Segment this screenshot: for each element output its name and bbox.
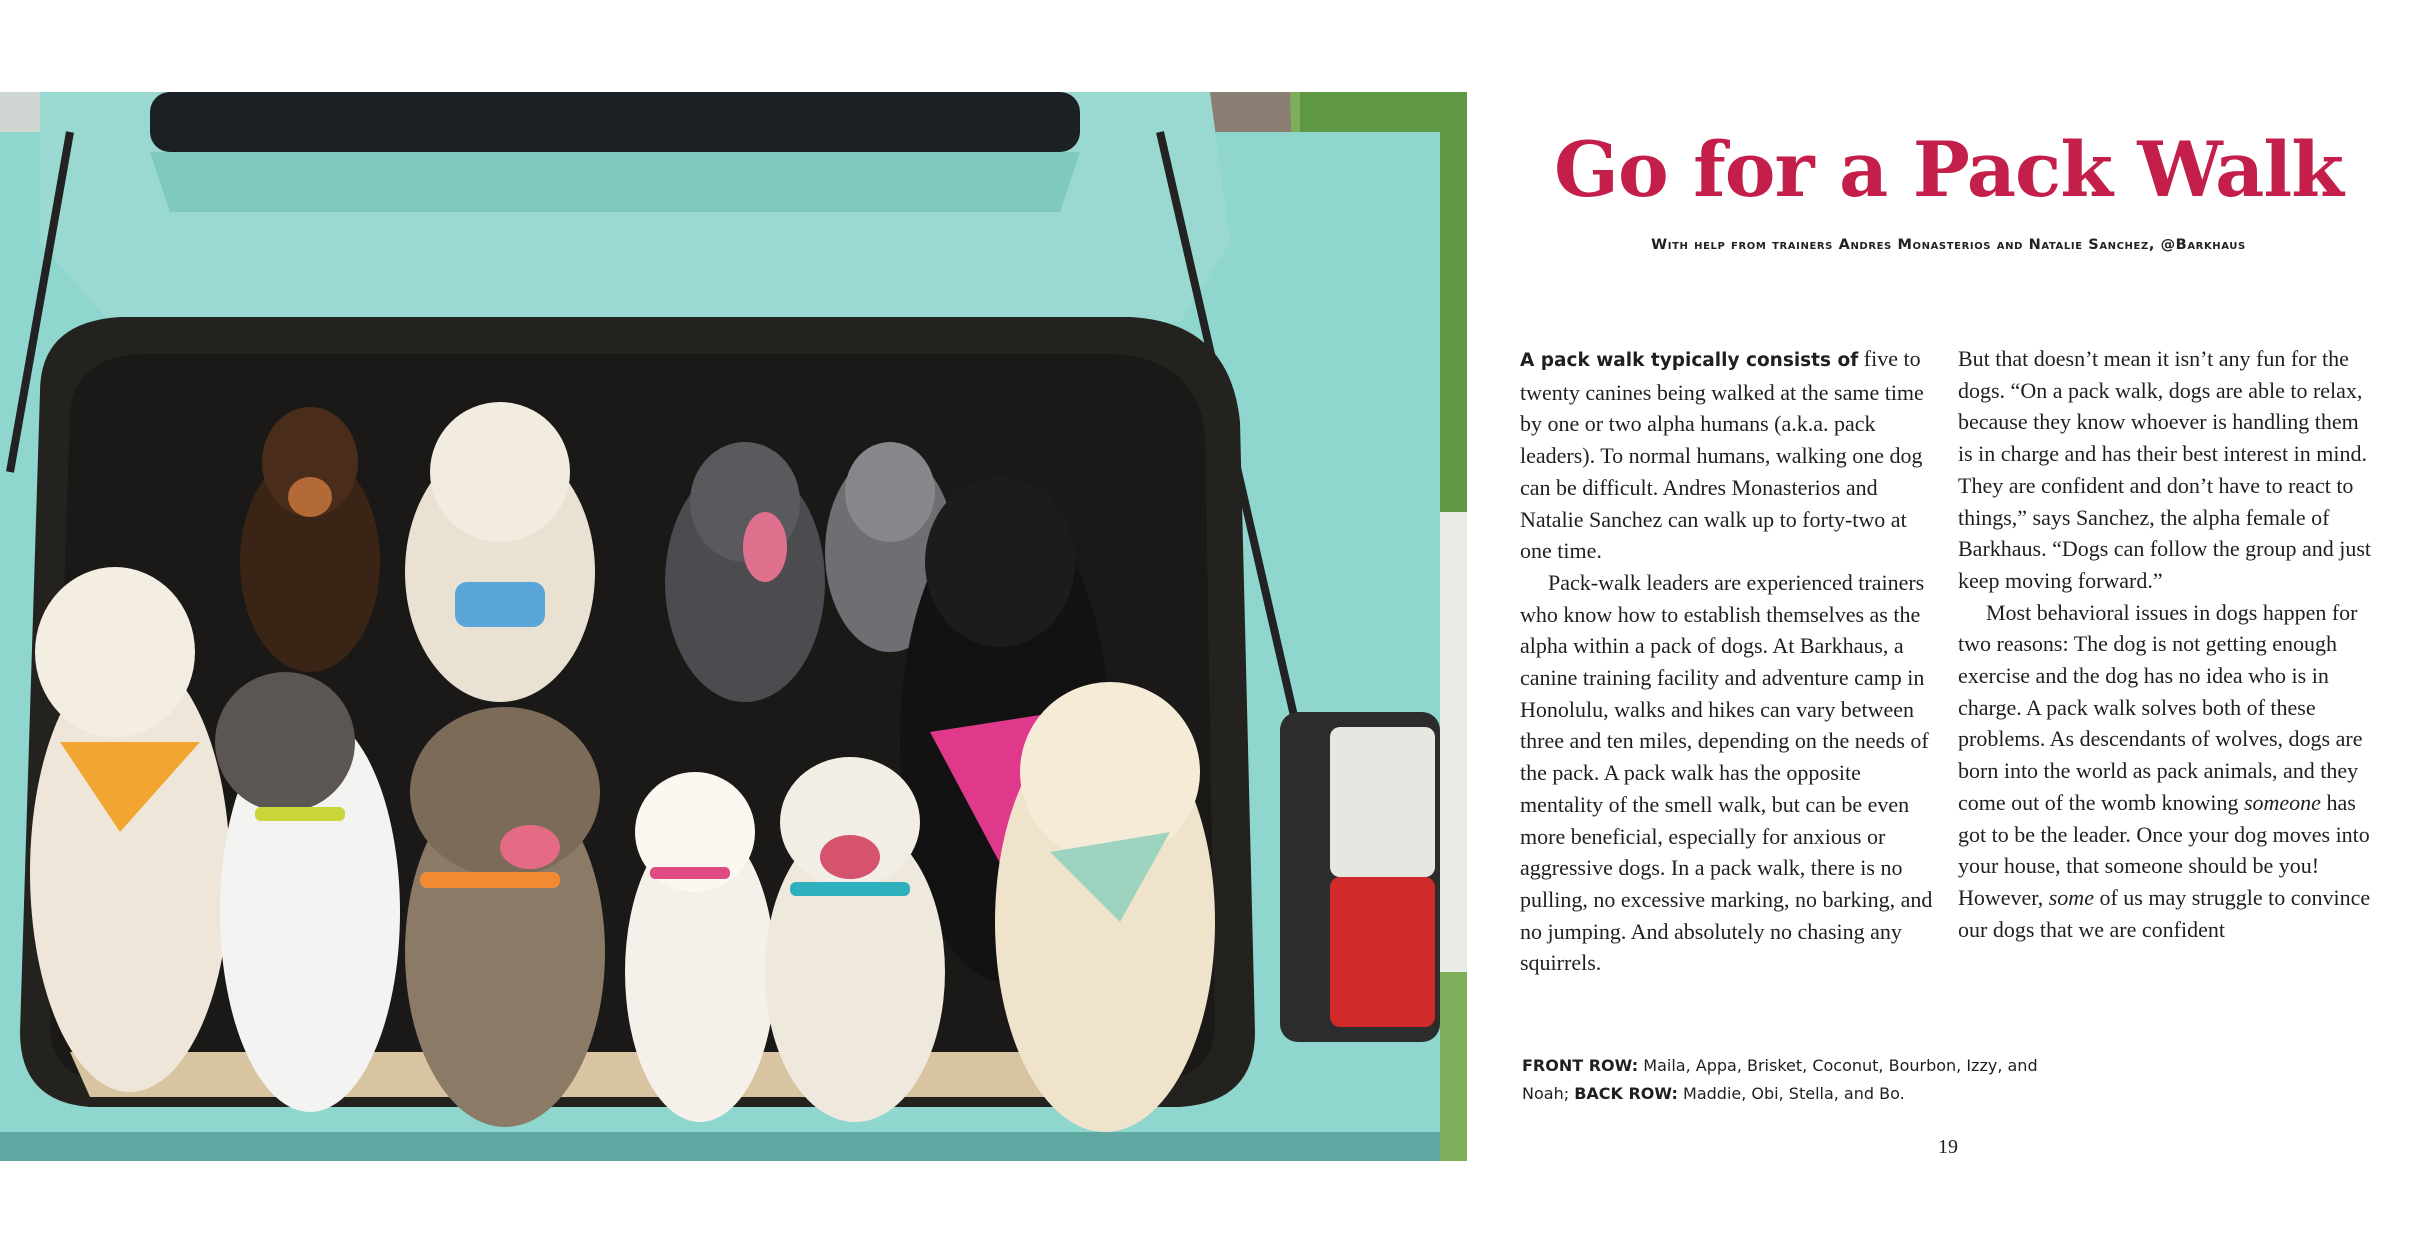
dogs-in-car-photo <box>0 92 1467 1161</box>
emphasis: someone <box>2243 789 2321 815</box>
page-number: 19 <box>1938 1136 1958 1158</box>
paragraph <box>1520 343 1940 567</box>
dog-izzy <box>995 682 1215 1132</box>
paragraph-text: five to twenty canines being walked at the same time by one or two alpha humans (a.k.a. pack leaders). To normal humans, walking one dog can be difficult. Andres Monasterios and Natalie Sanchez can walk up to forty-two at one time. <box>1520 346 1924 564</box>
body-column-left <box>1520 343 1940 979</box>
body-column-right <box>1958 343 2378 945</box>
dog-bourbon <box>765 757 945 1122</box>
paragraph-text: of us may struggle to convince our dogs that we are confident <box>1958 884 2371 942</box>
paragraph: But that doesn’t mean it isn’t any fun for the dogs. “On a pack walk, dogs are able to relax, because they know whoever is handling them is in charge and has their best interest in mind. They are confident and don’t have to react to things,” says Sanchez, the alpha female of Barkhaus. “Dogs can follow the group and just keep moving forward.” <box>1958 346 2372 593</box>
article-title: Go for a Pack Walk <box>1554 125 2343 214</box>
lead-in: A pack walk typically consists of <box>1520 350 1859 371</box>
dog-brisket <box>405 707 605 1127</box>
paragraph: Pack-walk leaders are experienced trainers who know how to establish themselves as the alpha within a pack of dogs. At Barkhaus, a canine training facility and adventure camp in Honolulu, walks and hikes can vary between three and ten miles, depending on the needs of the pack. A pack walk has the opposite mentality of the smell walk, but can be even more beneficial, especially for anxious or aggressive dogs. In a pack walk, there is no pulling, no excessive marking, no barking, and no jumping. And absolutely no chasing any squirrels. <box>1520 569 1933 976</box>
caption-text: Maila, Appa, Brisket, Coconut, Bourbon, Izzy, and Noah; <box>1522 1056 2038 1103</box>
dog-coconut <box>625 772 775 1122</box>
trainer-credit: With help from trainers Andres Monasterios and Natalie Sanchez, @Barkhaus <box>1651 237 2246 253</box>
emphasis: some <box>2048 884 2094 910</box>
caption-text: Maddie, Obi, Stella, and Bo. <box>1677 1084 1905 1103</box>
paragraph-text: has got to be the leader. Once your dog moves into your house, that someone should be you! However, <box>1958 789 2370 910</box>
caption-label: FRONT ROW: <box>1522 1056 1639 1075</box>
photo-caption <box>1522 1052 2042 1108</box>
paragraph <box>1958 597 2378 946</box>
caption-label: BACK ROW: <box>1574 1084 1678 1103</box>
paragraph-text: Most behavioral issues in dogs happen for two reasons: The dog is not getting enough exercise and the dog has no idea who is in charge. A pack walk solves both of these problems. As descendants of wolves, dogs are born into the world as pack animals, and they come out of the womb knowing <box>1958 599 2363 815</box>
